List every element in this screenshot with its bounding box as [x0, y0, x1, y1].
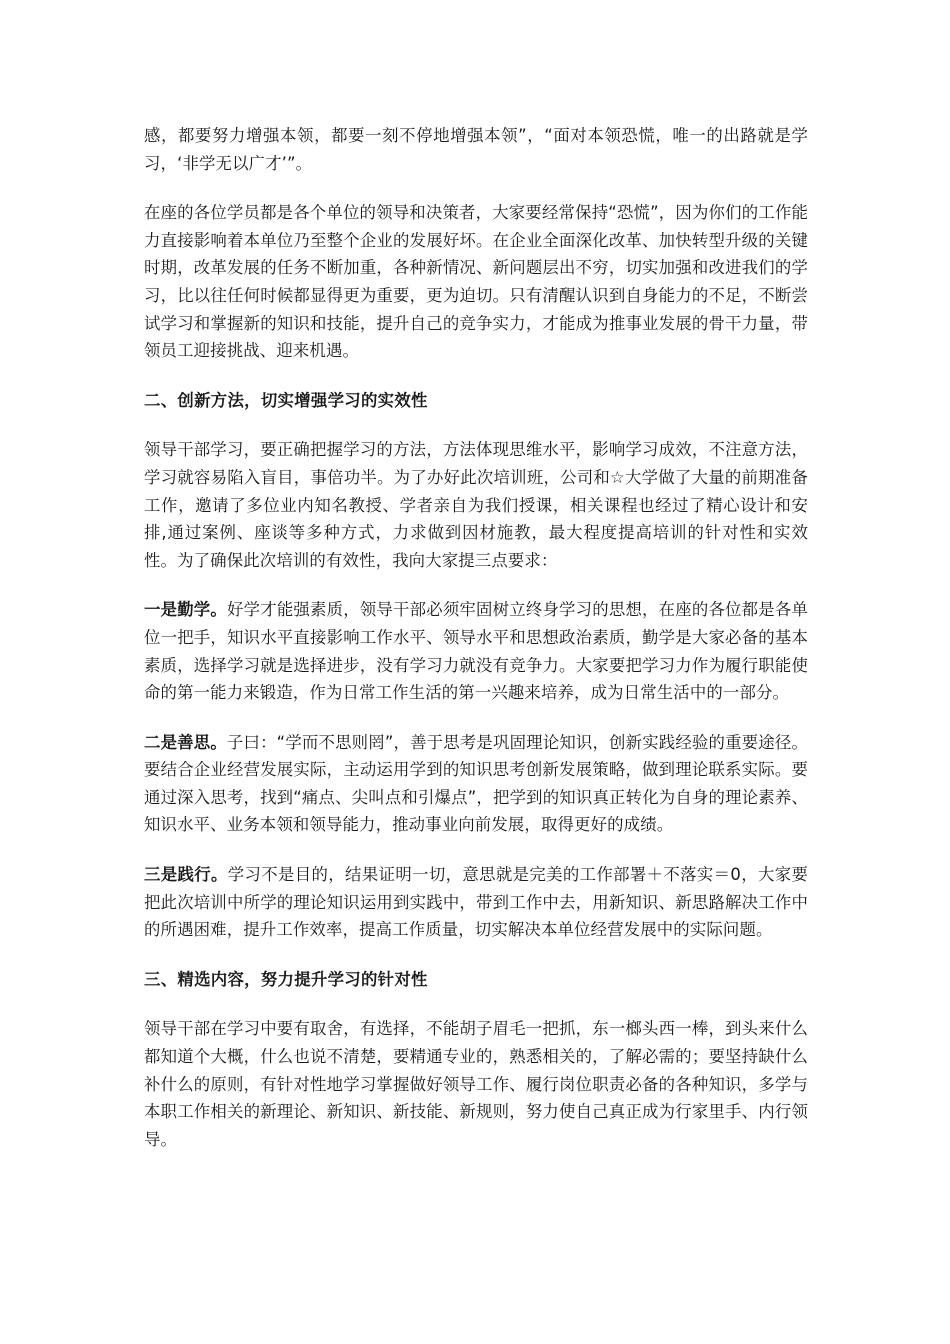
- document-page: [144, 122, 808, 1175]
- section-heading-3: 三、精选内容，努力提升学习的针对性: [144, 969, 428, 989]
- paragraph-good-thinking: [144, 729, 808, 839]
- paragraph-practice: [144, 861, 808, 944]
- lead-label-practice: 三是践行。: [144, 865, 228, 885]
- lead-body-thinking: 子曰：“学而不思则罔”，善于思考是巩固理论知识，创新实践经验的重要途径。要结合企业经营发展实际，主动运用学到的知识思考创新发展策略，做到理论联系实际。要通过深入思考，找到“痛点、尖叫点和引爆点”，把学到的知识真正转化为自身的理论素养、知识水平、业务本领和领导能力，推动事业向前发展，取得更好的成绩。: [144, 732, 808, 835]
- lead-label-diligent: 一是勤学。: [144, 600, 228, 620]
- paragraph-content-selection: 领导干部在学习中要有取舍，有选择，不能胡子眉毛一把抓，东一榔头西一棒，到头来什么都知道个大概，什么也说不清楚，要精通专业的，熟悉相关的，了解必需的；要坚持缺什么补什么的原则，有针对性地学习掌握做好领导工作、履行岗位职责必备的各种知识，多学与本职工作相关的新理论、新知识、新技能、新规则，努力使自己真正成为行家里手、内行领导。: [144, 1019, 808, 1149]
- lead-label-thinking: 二是善思。: [144, 732, 227, 752]
- section-heading-2: 二、创新方法，切实增强学习的实效性: [144, 390, 428, 410]
- paragraph-methods: 领导干部学习，要正确把握学习的方法，方法体现思维水平，影响学习成效，不注意方法，学习就容易陷入盲目，事倍功半。为了办好此次培训班，公司和☆大学做了大量的前期准备工作，邀请了多位业内知名教授、学者亲自为我们授课，相关课程也经过了精心设计和安排,通过案例、座谈等多种方式，力求做到因材施教，最大程度提高培训的针对性和实效性。为了确保此次培训的有效性，我向大家提三点要求：: [144, 440, 808, 570]
- lead-body-practice: 学习不是目的，结果证明一切，意思就是完美的工作部署＋不落实＝0，大家要把此次培训中所学的理论知识运用到实践中，带到工作中去，用新知识、新思路解决工作中的所遇困难，提升工作效率，提高工作质量，切实解决本单位经营发展中的实际问题。: [144, 865, 808, 940]
- paragraph-learners-anxiety: 在座的各位学员都是各个单位的领导和决策者，大家要经常保持“恐慌”，因为你们的工作能力直接影响着本单位乃至整个企业的发展好坏。在企业全面深化改革、加快转型升级的关键时期，改革发展的任务不断加重，各种新情况、新问题层出不穷，切实加强和改进我们的学习，比以往任何时候都显得更为重要，更为迫切。只有清醒认识到自身能力的不足，不断尝试学习和掌握新的知识和技能，提升自己的竞争实力，才能成为推事业发展的骨干力量，带领员工迎接挑战、迎来机遇。: [144, 203, 808, 361]
- paragraph-continuation: 感，都要努力增强本领，都要一刻不停地增强本领”，“面对本领恐慌，唯一的出路就是学习，‘非学无以广才’”。: [144, 126, 808, 173]
- lead-body-diligent: 好学才能强素质，领导干部必须牢固树立终身学习的思想，在座的各位都是各单位一把手，知识水平直接影响工作水平、领导水平和思想政治素质，勤学是大家必备的基本素质，选择学习就是选择进步，没有学习力就没有竞争力。大家要把学习力作为履行职能使命的第一能力来锻造，作为日常工作生活的第一兴趣来培养，成为日常生活中的一部分。: [144, 600, 809, 703]
- paragraph-diligent-study: [144, 596, 808, 706]
